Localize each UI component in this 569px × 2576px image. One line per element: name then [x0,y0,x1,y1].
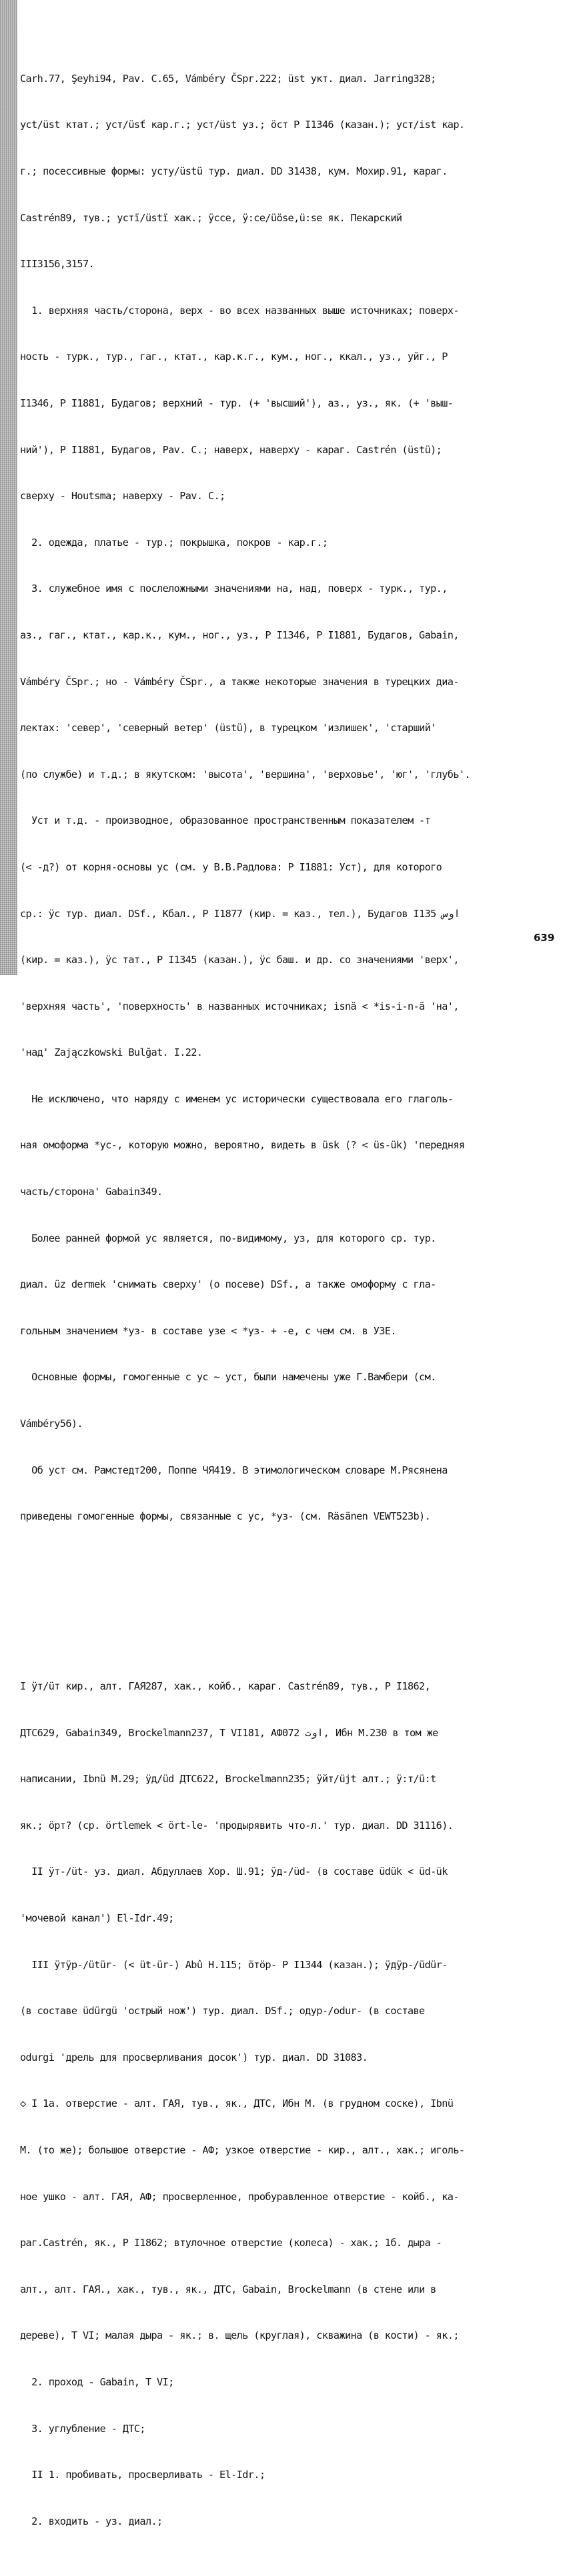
text-line: ность - турк., тур., гаг., ктат., кар.к.г., кум., ног., ккал., уз., уйг., Р [20,351,448,363]
text-line: (в составе üdürgü 'острый нож') тур. диал. DSf.; одур-/odur- (в составе [20,2005,425,2017]
text-line: 'над' Zajączkowski Bulğat. I.22. [20,1046,203,1059]
text-line: диал. üz dermek 'снимать сверху' (о посеве) DSf., а также омоформу с гла- [20,1278,436,1291]
text-line: раг.Castrén, як., Р I1862; втулочное отверстие (колеса) - хак.; 1б. дыра - [20,2237,442,2249]
text-line: 1. верхняя часть/сторона, верх - во всех названных выше источниках; поверх- [20,304,459,317]
scanned-binding-edge [0,0,17,975]
text-line: (по службе) и т.д.; в якутском: 'высота', 'вершина', 'верховье', 'юг', 'глубь'. [20,768,470,780]
text-line: дереве), Т VI; малая дыра - як.; в. щель (круглая), скважина (в кости) - як.; [20,2329,459,2342]
text-line: 3. служебное имя с послеложными значениями на, над, поверх - турк., тур., [20,583,448,595]
text-line: лектах: 'север', 'северный ветер' (üstü), в турецком 'излишек', 'старший' [20,722,436,734]
text-line: г.; посессивные формы: ycтy/üstü тур. диал. DD 31438, кум. Мохир.91, караг. [20,165,448,177]
text-line: III3156,3157. [20,258,95,271]
text-line: часть/сторона' Gabain349. [20,1186,163,1198]
text-line: аз., гаг., ктат., кар.к., кум., ног., уз., Р I1346, Р I1881, Будагов, Gabain, [20,629,459,641]
text-line: II ÿт-/üt- уз. диал. Абдуллаев Хор. Ш.91; ÿд-/üd- (в составе üdük < üd-ük [20,1866,448,1878]
text-line: Vámbéry ČSpr.; но - Vámbéry ČSpr., а также некоторые значения в турецких диа- [20,675,459,688]
text-line: yct/üst ктат.; ycт/üsť кар.г.; yст/üst уз.; ӧст Р I1346 (казан.); ycт/ist кар. [20,119,465,131]
text-line: Основные формы, гомогенные с ус ~ уст, были намечены уже Г.Вамбери (см. [20,1371,436,1384]
text-line: Vámbéry56). [20,1418,83,1430]
text-line: 3. углубление - ДТС; [20,2422,145,2435]
text-line: II 1. пробивать, просверливать - El-Idr.; [20,2469,265,2481]
upper-entry [20,40,566,1555]
text-line: Не исключено, что наряду с именем ус исторически существовала его глаголь- [20,1092,454,1105]
text-line: 2. одежда, платье - тур.; покрышка, покров - кар.г.; [20,536,328,549]
text-line: ДТС629, Gabain349, Brockelmann237, Т VI181, АФ072 اوت, Ибн М.230 в том же [20,1726,438,1739]
entry-gap [20,1586,566,1617]
text-line: M. (то же); большое отверстие - АФ; узкое отверстие - кир., алт., хак.; иголь- [20,2143,465,2156]
text-line: ◇ I 1а. отверстие - алт. ГАЯ, тув., як., ДТС, Ибн М. (в грудном соске), Ibnü [20,2097,454,2110]
text-line: I ÿт/üт кир., алт. ГАЯ287, хак., койб., караг. Castrén89, тув., Р I1862, [20,1680,431,1693]
text-line: III ÿтÿр-/ütür- (< üt-ür-) Abû H.115; ӧтӧр- Р I1344 (казан.); ÿдÿр-/üdür- [20,1958,448,1971]
text-line: odurgi 'дрель для просверливания досок') тур. диал. DD 31083. [20,2051,368,2063]
text-line: Уст и т.д. - производное, образованное пространственным показателем -т [20,814,431,827]
text-line: Carh.77, Şeyhi94, Pav. C.65, Vámbéry ČSpr.222; üst укт. диал. Jarring328; [20,72,436,85]
text-line: ное ушко - алт. ГАЯ, АФ; просверленное, пробуравленное отверстие - койб., ка- [20,2190,459,2203]
dictionary-page-text [20,9,566,2576]
text-line: 'верхняя часть', 'поверхность' в названных источниках; isnä < *is-i-n-ä 'на', [20,1000,459,1012]
lower-entry [20,1648,566,2561]
text-line: (< -д?) от корня-основы ус (см. у В.В.Радлова: Р I1881: Уст), для которого [20,860,442,873]
text-line: Castrén89, тув.; ycтï/üstï хак.; ÿсce, ÿ:ce/üöse,ü:se як. Пекарский [20,211,402,224]
text-line: (кир. = каз.), ÿc тат., Р I1345 (казан.), ÿс баш. и др. со значениями 'верх', [20,954,459,966]
text-line: алт., алт. ГАЯ., хак., тув., як., ДТС, Gabain, Brockelmann (в стене или в [20,2283,436,2295]
text-line: 'мочевой канал') El-Idr.49; [20,1912,174,1924]
text-line: 2. входить - уз. диал.; [20,2515,163,2527]
text-line: 2. проход - Gabain, Т VI; [20,2375,174,2388]
text-line: ний'), Р I1881, Будагов, Pav. C.; наверх, наверху - караг. Castrén (üstü); [20,443,442,456]
text-line: гольным значением *уз- в составе узе < *уз- + -е, с чем см. в УЗЕ. [20,1324,396,1337]
text-line: сверху - Houtsma; наверху - Pav. C.; [20,490,225,503]
text-line: I1346, Р I1881, Будагов; верхний - тур. (+ 'высший'), аз., уз., як. (+ 'выш- [20,397,454,409]
text-line: ная омоформа *ус-, которую можно, вероятно, видеть в üsk (? < üs-ük) 'передняя [20,1139,465,1152]
text-line: Более ранней формой ус является, по-видимому, уз, для которого ср. тур. [20,1232,436,1244]
text-line: написании, Ibnü M.29; ÿд/üd ДТС622, Brockelmann235; ÿйт/üjt алт.; ÿ:т/ü:t [20,1773,436,1786]
text-line: ср.: ÿс тур. диал. DSf., Кбал., Р I1877 (кир. = каз., тел.), Будагов I135 اوس [20,907,460,920]
text-line: приведены гомогенные формы, связанные с ус, *уз- (см. Räsänen VEWT523b). [20,1510,431,1523]
page-number: 639 [534,932,555,944]
text-line: Об уст см. Рамстедт200, Поппе ЧЯ419. В этимологическом словаре М.Рясянена [20,1464,448,1476]
text-line: як.; ӧрт? (ср. örtlemek < ört-le- 'продырявить что-л.' тур. диал. DD 31116). [20,1819,454,1832]
